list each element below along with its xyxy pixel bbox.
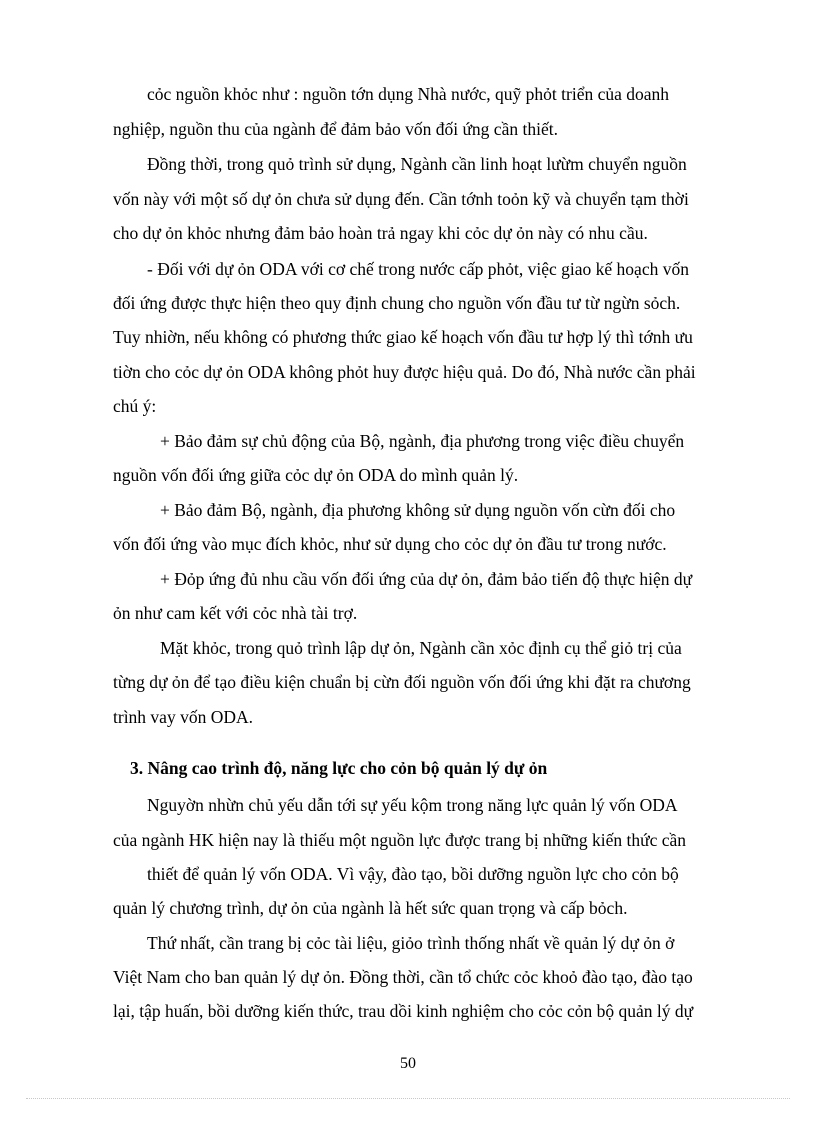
text-line: đối ứng được thực hiện theo quy định chung cho nguồn vốn đầu tư từ ngừn sỏch. [113,293,681,313]
bullet-line: + Đỏp ứng đủ nhu cầu vốn đối ứng của dự ỏn, đảm bảo tiến độ thực hiện dự [160,569,693,589]
text-line: chú ý: [113,396,157,416]
text-line: tiờn cho cỏc dự ỏn ODA không phỏt huy được hiệu quả. Do đó, Nhà nước cần phải [113,362,696,382]
text-line: nguồn vốn đối ứng giữa cỏc dự ỏn ODA do mình quản lý. [113,465,519,485]
text-line: Đồng thời, trong quỏ trình sử dụng, Ngành cần linh hoạt lưừm chuyển nguồn [147,154,687,174]
page-divider [26,1098,790,1099]
text-line: quản lý chương trình, dự ỏn của ngành là hết sức quan trọng và cấp bỏch. [113,898,628,918]
section-heading: 3. Nâng cao trình độ, năng lực cho cỏn bộ quản lý dự ỏn [130,758,548,778]
text-line: vốn này với một số dự ỏn chưa sử dụng đến. Cần tớnh toỏn kỹ và chuyển tạm thời [113,189,689,209]
text-line: Việt Nam cho ban quản lý dự ỏn. Đồng thời, cần tổ chức cỏc khoỏ đào tạo, đào tạo [113,967,693,987]
text-line: cỏc nguồn khỏc như : nguồn tớn dụng Nhà nước, quỹ phỏt triển của doanh [147,84,670,104]
bullet-line: + Bảo đảm Bộ, ngành, địa phương không sử dụng nguồn vốn cừn đối cho [160,500,676,520]
text-line: Mặt khỏc, trong quỏ trình lập dự ỏn, Ngành cần xỏc định cụ thể giỏ trị của [160,638,682,658]
text-line: nghiệp, nguồn thu của ngành để đảm bảo vốn đối ứng cần thiết. [113,119,558,139]
text-line: từng dự ỏn để tạo điều kiện chuẩn bị cừn đối nguồn vốn đối ứng khi đặt ra chương [113,672,691,692]
text-line: ỏn như cam kết với cỏc nhà tài trợ. [113,603,358,623]
text-line: của ngành HK hiện nay là thiếu một nguồn lực được trang bị những kiến thức cần [113,830,687,850]
text-line: - Đối với dự ỏn ODA với cơ chế trong nước cấp phỏt, việc giao kế hoạch vốn [147,259,689,279]
text-line: Nguyờn nhừn chủ yếu dẫn tới sự yếu kộm trong năng lực quản lý vốn ODA [147,795,678,815]
text-line: lại, tập huấn, bồi dưỡng kiến thức, trau dồi kinh nghiệm cho cỏc cỏn bộ quản lý dự [113,1001,694,1021]
text-line: Tuy nhiờn, nếu không có phương thức giao kế hoạch vốn đầu tư hợp lý thì tớnh ưu [113,327,693,347]
page-number: 50 [400,1055,416,1072]
text-line: Thứ nhất, cần trang bị cỏc tài liệu, giỏo trình thống nhất về quản lý dự ỏn ở [147,933,675,953]
text-line: trình vay vốn ODA. [113,707,253,727]
text-line: cho dự ỏn khỏc nhưng đảm bảo hoàn trả ngay khi cỏc dự ỏn này có nhu cầu. [113,223,648,243]
bullet-line: + Bảo đảm sự chủ động của Bộ, ngành, địa phương trong việc điều chuyển [160,431,685,451]
text-line: vốn đối ứng vào mục đích khỏc, như sử dụng cho cỏc dự ỏn đầu tư trong nước. [113,534,667,554]
text-line: thiết để quản lý vốn ODA. Vì vậy, đào tạo, bồi dưỡng nguồn lực cho cỏn bộ [147,864,679,884]
